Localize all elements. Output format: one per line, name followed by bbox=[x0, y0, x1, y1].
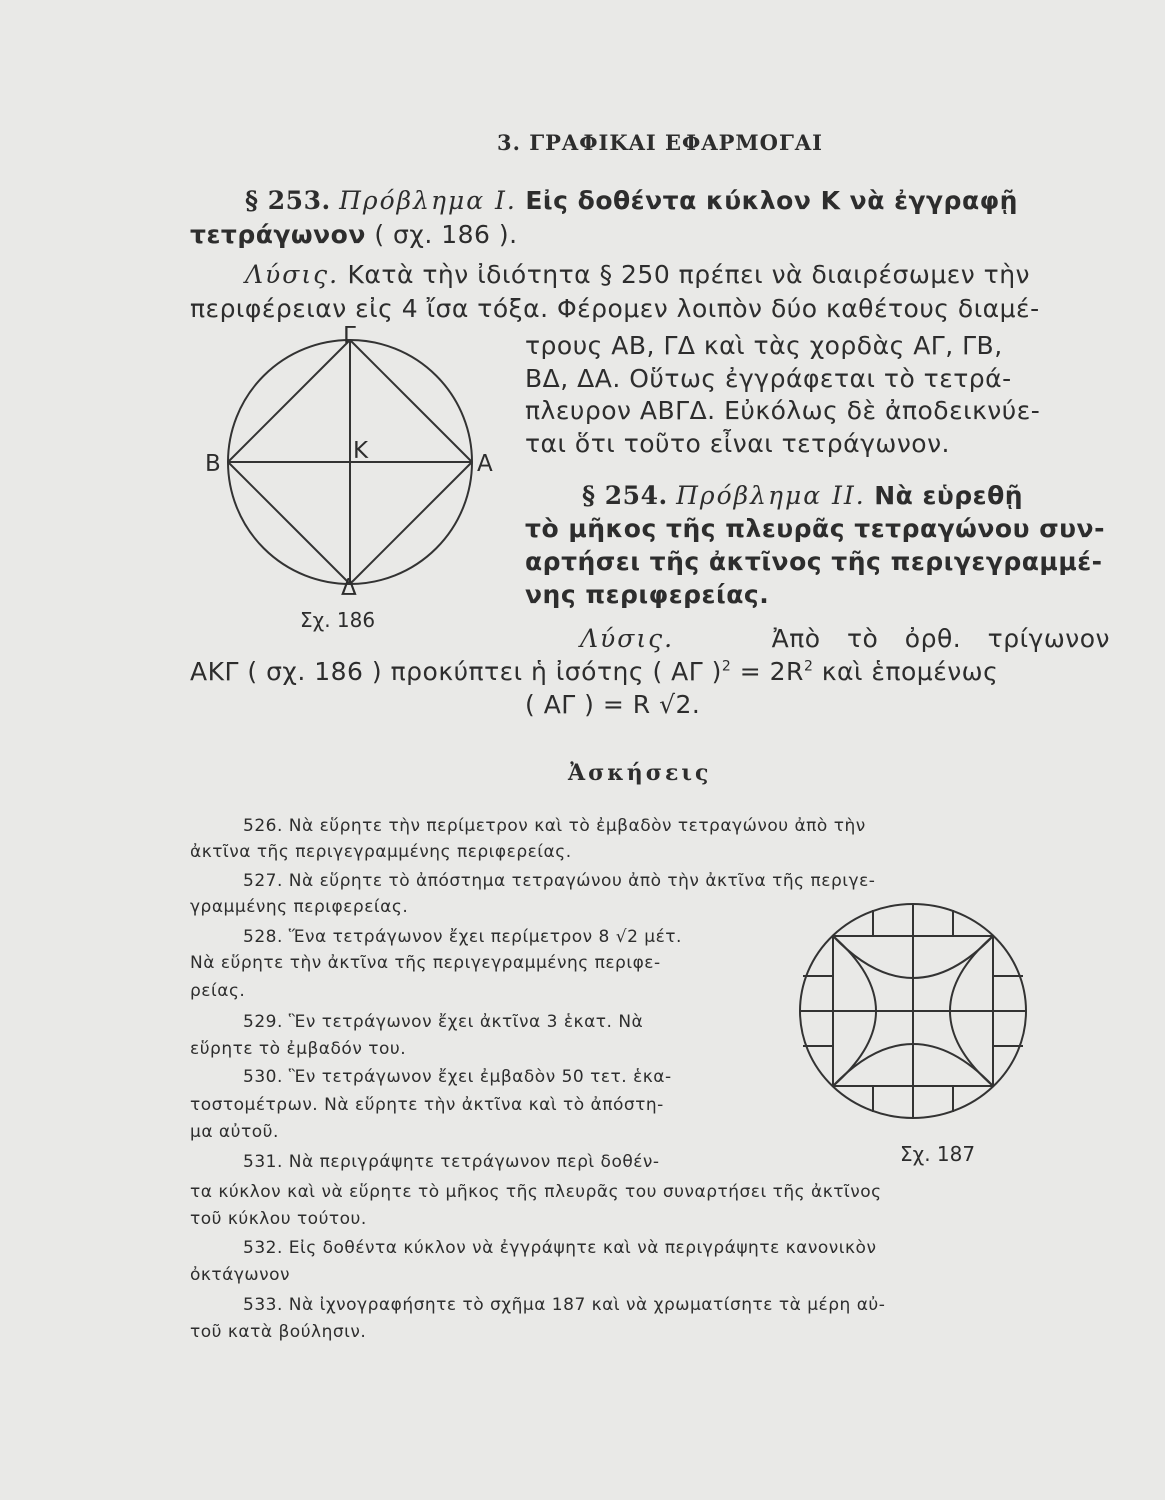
exercise-line: 527. Νὰ εὕρητε τὸ ἀπόστημα τετραγώνου ἀπὸ τὴν ἀκτῖνα τῆς περιγε- bbox=[243, 871, 876, 891]
figure-186-caption: Σχ. 186 bbox=[300, 608, 376, 632]
label-beta: Β bbox=[205, 451, 221, 477]
section-heading: 3. ΓΡΑΦΙΚΑΙ ΕΦΑΡΜΟΓΑΙ bbox=[497, 130, 823, 155]
p253-solution-label: Λύσις. bbox=[245, 260, 340, 289]
p254-solution-line1 bbox=[580, 624, 1110, 653]
exercise-line: 530. Ἓν τετράγωνον ἔχει ἐμβαδὸν 50 τετ. ἑκα- bbox=[243, 1067, 672, 1087]
p254-title: τὸ μῆκος τῆς πλευρᾶς τετραγώνου συν- bbox=[525, 514, 1105, 543]
exercise-line: 532. Εἰς δοθέντα κύκλον νὰ ἐγγράψητε καὶ νὰ περιγράψητε κανονικὸν bbox=[243, 1238, 877, 1258]
p253-text: πλευρον ΑΒΓΔ. Εὐκόλως δὲ ἀποδεικνύε- bbox=[525, 396, 1041, 425]
chord bbox=[350, 462, 472, 584]
exercise-line: 533. Νὰ ἰχνογραφήσητε τὸ σχῆμα 187 καὶ νὰ χρωματίσητε τὰ μέρη αὐ- bbox=[243, 1295, 886, 1315]
exercise-line: 526. Νὰ εὕρητε τὴν περίμετρον καὶ τὸ ἐμβαδὸν τετραγώνου ἀπὸ τὴν bbox=[243, 816, 866, 836]
p253-title-line2 bbox=[190, 220, 518, 249]
exercise-line: τοῦ κατὰ βούλησιν. bbox=[190, 1322, 367, 1342]
exercise-line: γραμμένης περιφερείας. bbox=[190, 897, 409, 917]
p254-label: Πρόβλημα ΙΙ. bbox=[676, 481, 866, 510]
exercise-line: 531. Νὰ περιγράψητε τετράγωνον περὶ δοθέν- bbox=[243, 1152, 660, 1172]
p254-text: Ἀπὸ τὸ ὀρθ. τρίγωνον bbox=[771, 624, 1110, 653]
p254-text: = 2R bbox=[731, 657, 804, 686]
p253-text: ΒΔ, ΔΑ. Οὕτως ἐγγράφεται τὸ τετρά- bbox=[525, 364, 1012, 393]
p254-solution-label: Λύσις. bbox=[580, 624, 675, 653]
p254-title-line1 bbox=[582, 481, 1023, 510]
p253-text: περιφέρειαν εἰς 4 ἴσα τόξα. Φέρομεν λοιπὸν δύο καθέτους διαμέ- bbox=[190, 294, 1040, 323]
exercise-line: ὀκτάγωνον bbox=[190, 1265, 291, 1285]
p253-text: Κατὰ τὴν ἰδιότητα § 250 πρέπει νὰ διαιρέσωμεν τὴν bbox=[347, 260, 1031, 289]
label-gamma: Γ bbox=[343, 323, 356, 349]
exercise-line: τοστομέτρων. Νὰ εὕρητε τὴν ἀκτῖνα καὶ τὸ ἀπόστη- bbox=[190, 1095, 664, 1115]
exercise-line: εὕρητε τὸ ἐμβαδόν του. bbox=[190, 1039, 407, 1059]
figure-187-caption: Σχ. 187 bbox=[900, 1142, 976, 1166]
exercise-line: ρείας. bbox=[190, 981, 246, 1001]
exercise-line: ἀκτῖνα τῆς περιγεγραμμένης περιφερείας. bbox=[190, 842, 572, 862]
figure-187 bbox=[795, 890, 1035, 1140]
exponent: 2 bbox=[803, 658, 814, 675]
p253-figure-ref: ( σχ. 186 ). bbox=[374, 220, 518, 249]
chord bbox=[350, 340, 472, 462]
label-alpha: Α bbox=[477, 451, 493, 477]
p253-text: τρους ΑΒ, ΓΔ καὶ τὰς χορδὰς ΑΓ, ΓΒ, bbox=[525, 331, 1003, 360]
p254-title: αρτήσει τῆς ἀκτῖνος τῆς περιγεγραμμέ- bbox=[525, 547, 1103, 576]
p254-formula: ( ΑΓ ) = R √2. bbox=[525, 690, 701, 719]
exercise-line: μα αὐτοῦ. bbox=[190, 1122, 279, 1142]
exercise-line: τοῦ κύκλου τούτου. bbox=[190, 1209, 367, 1229]
exercise-line: τα κύκλον καὶ νὰ εὕρητε τὸ μῆκος τῆς πλευρᾶς του συναρτήσει τῆς ἀκτῖνος bbox=[190, 1182, 882, 1202]
exercise-line: 528. Ἕνα τετράγωνον ἔχει περίμετρον 8 √2 μέτ. bbox=[243, 927, 682, 947]
exercise-line: Νὰ εὕρητε τὴν ἀκτῖνα τῆς περιγεγραμμένης περιφε- bbox=[190, 953, 661, 973]
exercise-line: 529. Ἓν τετράγωνον ἔχει ἀκτῖνα 3 ἑκατ. Νὰ bbox=[243, 1012, 644, 1032]
exercises-heading: Ἀσκήσεις bbox=[568, 760, 712, 786]
p254-title: νης περιφερείας. bbox=[525, 580, 770, 609]
p253-text: ται ὅτι τοῦτο εἶναι τετράγωνον. bbox=[525, 429, 950, 458]
p254-text: καὶ ἑπομένως bbox=[813, 657, 999, 686]
chord bbox=[228, 462, 350, 584]
p253-title-cont: τετράγωνον bbox=[190, 220, 366, 249]
p254-text: ΑΚΓ ( σχ. 186 ) προκύπτει ἡ ἰσότης ( ΑΓ ) bbox=[190, 657, 722, 686]
p253-label: Πρόβλημα Ι. bbox=[339, 186, 517, 215]
p253-number: § 253. bbox=[245, 186, 331, 215]
p253-solution-line1 bbox=[245, 260, 1030, 289]
p253-title-line1 bbox=[245, 186, 1018, 215]
p254-title: Νὰ εὑρεθῇ bbox=[874, 481, 1024, 510]
chord bbox=[228, 340, 350, 462]
label-delta: Δ bbox=[341, 575, 357, 601]
p254-text-line2 bbox=[190, 657, 998, 686]
p253-title: Εἰς δοθέντα κύκλον Κ νὰ ἐγγραφῇ bbox=[525, 186, 1018, 215]
label-kappa: Κ bbox=[353, 438, 369, 464]
p254-number: § 254. bbox=[582, 481, 668, 510]
exponent: 2 bbox=[721, 658, 732, 675]
